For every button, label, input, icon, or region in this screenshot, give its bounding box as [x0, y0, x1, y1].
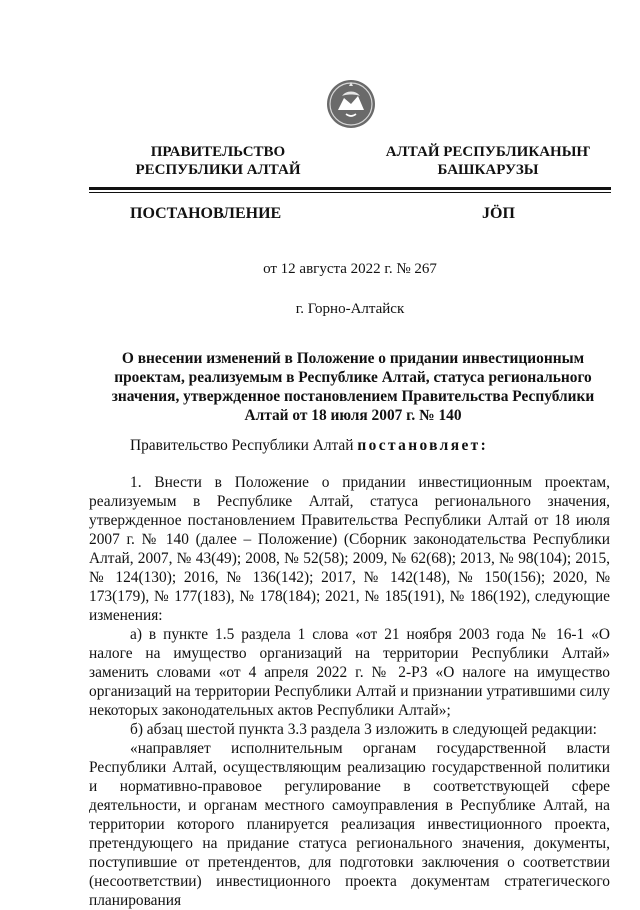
header-divider-thick — [89, 187, 611, 190]
header-left-line1: ПРАВИТЕЛЬСТВО — [150, 144, 286, 160]
intro-verb: постановляет: — [357, 437, 489, 454]
doc-type-right: JӦП — [482, 205, 515, 222]
document-date: от 12 августа 2022 г. № 267 — [263, 261, 437, 277]
paragraph-4: «направляет исполнительным органам государственной власти Республики Алтай, осуществляющим реализацию государственной политики и нормативно-правовое регулирование в соответствующей сфере деятельности, и органам местного самоуправления в Республике Алтай, на территории которого планируется реализация инвестиционного проекта, претендующего на придание статуса регионального значения, документы, поступившие от претендентов, для подготовки заключения о соответствии (несоответствии) инвестиционного проекта документам стратегического планирования — [89, 740, 610, 909]
paragraph-3: б) абзац шестой пункта 3.3 раздела 3 изложить в следующей редакции: — [130, 721, 597, 738]
paragraph-1: 1. Внести в Положение о придании инвестиционным проектам, реализуемым в Республике Алтай, статуса регионального значения, утвержденное постановлением Правительства Республики Алтай от 18 июля 2007 г. № 140 (далее – Положение) (Сборник законодательства Республики Алтай, 2007, № 43(49); 2008, № 52(58); 2009, № 62(68); 2013, № 98(104); 2015, № 124(130); 2016, № 136(142); 2017, № 142(148), № 150(156); 2020, № 173(179), № 177(183), № 178(184); 2021, № 185(191), № 186(192), следующие изменения: — [89, 474, 610, 624]
intro-subject: Правительство Республики Алтай — [130, 437, 354, 454]
doc-type-left: ПОСТАНОВЛЕНИЕ — [130, 205, 282, 222]
header-divider-thin — [89, 192, 611, 193]
document-city: г. Горно-Алтайск — [295, 301, 405, 317]
header-left — [108, 143, 328, 179]
document-title: О внесении изменений в Положение о придании инвестиционным проектам, реализуемым в Республике Алтай, статуса регионального значения, утвержденное постановлением Правительства Республики Алтай от 18 июля 2007 г. № 140 — [111, 350, 595, 424]
document-body — [89, 473, 610, 910]
coat-of-arms-emblem — [326, 76, 376, 132]
intro-line — [130, 436, 610, 455]
header-right-line2: БАШКАРУЗЫ — [437, 162, 539, 178]
header-right — [368, 143, 608, 179]
header-right-line1: АЛТАЙ РЕСПУБЛИКАНЫҤ — [385, 144, 591, 160]
paragraph-2: а) в пункте 1.5 раздела 1 слова «от 21 ноября 2003 года № 16-1 «О налоге на имущество организаций на территории Республики Алтай» заменить словами «от 4 апреля 2022 г. № 2-РЗ «О налоге на имущество организаций на территории Республики Алтай и признании утратившими силу некоторых законодательных актов Республики Алтай»; — [89, 626, 610, 719]
header-left-line2: РЕСПУБЛИКИ АЛТАЙ — [135, 162, 301, 178]
